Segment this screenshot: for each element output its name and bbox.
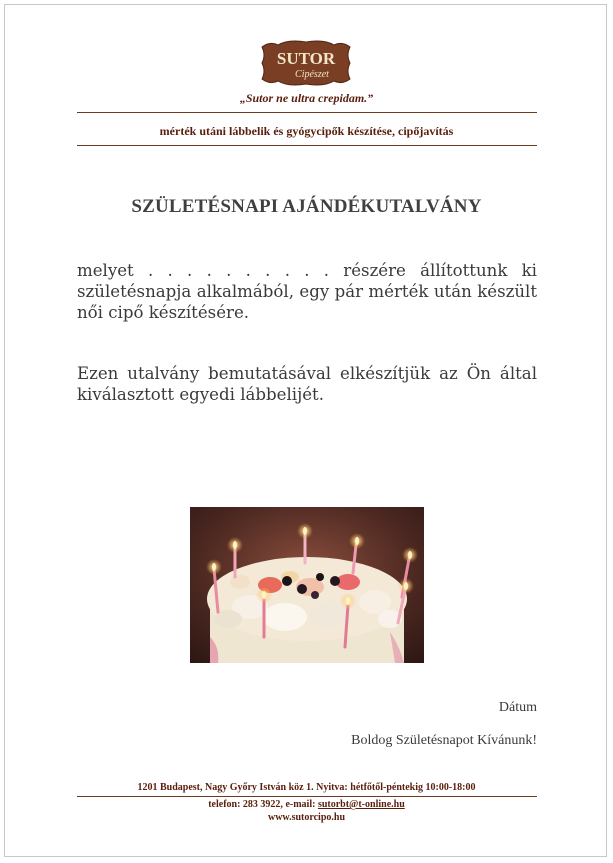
header-divider-bottom: [77, 145, 537, 146]
header-divider-top: [77, 112, 537, 113]
voucher-paragraph-1: melyet . . . . . . . . . . részére állítottunk ki születésnapja alkalmából, egy pár mérték után készült női cipő készítésére.: [77, 261, 537, 322]
birthday-wish: Boldog Születésnapot Kívánunk!: [351, 733, 537, 748]
birthday-cake-photo: [190, 507, 424, 663]
voucher-paragraph-2: Ezen utalvány bemutatásával elkészítjük az Ön által kiválasztott egyedi lábbelijét.: [77, 364, 537, 404]
footer-phone: telefon: 283 3922,: [208, 799, 283, 810]
footer-email-label: e-mail:: [285, 799, 316, 810]
motto: „Sutor ne ultra crepidam.”: [239, 91, 374, 105]
footer-address: 1201 Budapest, Nagy Győry István köz 1. Nyitva: hétfőtől-péntekig 10:00-18:00: [137, 782, 476, 793]
footer-website[interactable]: www.sutorcipo.hu: [267, 812, 346, 823]
footer-email-link[interactable]: sutorbt@t-online.hu: [317, 799, 405, 810]
logo-brand-text: SUTOR: [276, 49, 336, 68]
services-tagline: mérték utáni lábbelik és gyógycipők készítése, cipőjavítás: [159, 124, 454, 138]
logo-sub-text: Cipészet: [295, 69, 329, 80]
footer-contact: [0, 799, 613, 810]
date-label: Dátum: [498, 700, 537, 715]
footer-divider: [77, 796, 537, 797]
voucher-title: SZÜLETÉSNAPI AJÁNDÉKUTALVÁNY: [131, 196, 482, 217]
sutor-logo: [258, 39, 354, 87]
